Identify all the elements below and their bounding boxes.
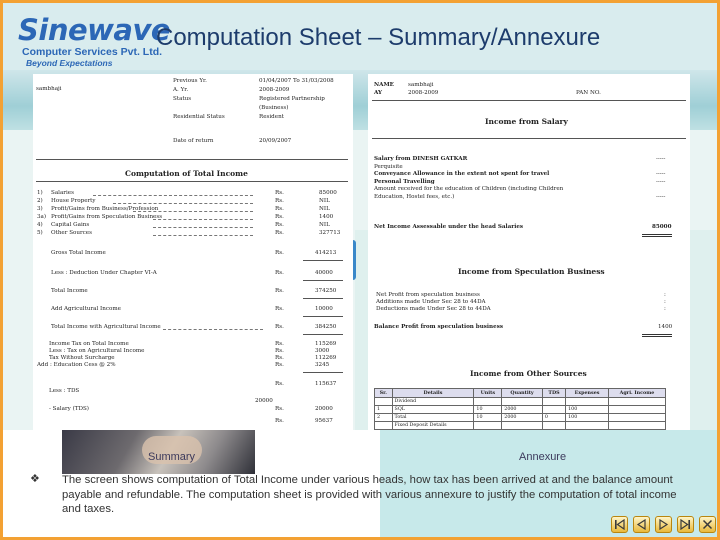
total-currency: Rs. — [275, 270, 284, 276]
table-cell — [375, 422, 393, 430]
table-cell: Fixed Deposit Details — [392, 422, 474, 430]
total-currency: Rs. — [275, 250, 284, 256]
table-cell — [542, 406, 565, 414]
income-row-amount: NIL — [319, 222, 330, 228]
tax-currency: Rs. — [275, 406, 284, 412]
salary-row-amount: ----- — [656, 156, 666, 162]
logo-name: Sinewave — [18, 13, 171, 47]
table-cell — [608, 398, 665, 406]
income-row-amount: 85000 — [319, 190, 337, 196]
tax-currency: Rs. — [275, 341, 284, 347]
income-row-label: Profit/Gains from Business/Profession — [51, 206, 159, 212]
tax-currency: Rs. — [275, 348, 284, 354]
tax-amount: 20000 — [315, 406, 333, 412]
header-value: (Business) — [259, 105, 289, 111]
first-slide-icon — [614, 519, 625, 530]
table-cell: 1 — [375, 406, 393, 414]
salary-row-label: Conveyance Allowance in the extent not spent for travel — [374, 171, 550, 177]
other-sources-table — [374, 388, 666, 430]
tax-amount: 3245 — [315, 362, 330, 368]
slide-description: The screen shows computation of Total Income under various heads, how tax has been arrived at and the balance amount payable and refundable. The computation sheet is provided with various annexure to justify the computation of total income and taxes. — [62, 474, 677, 515]
income-row-no: 5) — [37, 230, 43, 236]
tax-currency: Rs. — [275, 418, 284, 424]
tax-label: Less : Tax on Agricultural Income — [49, 348, 145, 354]
table-cell — [502, 398, 543, 406]
header-label: Residential Status — [173, 114, 225, 120]
table-row — [375, 422, 666, 430]
income-row-no: 4) — [37, 222, 43, 228]
annexure-caption: Annexure — [519, 451, 567, 463]
other-heading: Income from Other Sources — [470, 369, 587, 378]
total-label: Total Income — [51, 288, 88, 294]
income-row-no: 3) — [37, 206, 43, 212]
tax-label: Income Tax on Total Income — [49, 341, 129, 347]
computation-heading: Computation of Total Income — [125, 169, 248, 178]
tax-label: Less : TDS — [49, 388, 80, 394]
close-button[interactable] — [699, 516, 716, 533]
income-row-no: 3a) — [37, 214, 47, 220]
header-label: Previous Yr. — [173, 78, 207, 84]
name-label: NAME — [374, 82, 394, 88]
total-rule — [303, 280, 343, 281]
table-cell — [566, 398, 609, 406]
tax-amount: 95637 — [315, 418, 333, 424]
income-row-label: Other Sources — [51, 230, 92, 236]
table-cell — [542, 422, 565, 430]
salary-row-label: Personal Travelling — [374, 178, 435, 185]
tax-label: Tax Without Surcharge — [49, 355, 115, 361]
tax-amount: 115637 — [315, 381, 337, 387]
table-cell — [474, 398, 502, 406]
spec-heading: Income from Speculation Business — [458, 267, 605, 276]
table-header-cell: Sr. — [375, 389, 393, 398]
tax-currency: Rs. — [275, 355, 284, 361]
slide-title: Computation Sheet – Summary/Annexure — [156, 24, 601, 51]
spec-row-amount: : — [664, 306, 666, 312]
previous-slide-button[interactable] — [633, 516, 650, 533]
table-cell — [502, 422, 543, 430]
table-header-cell: TDS — [542, 389, 565, 398]
total-amount: 374250 — [315, 288, 337, 294]
income-row-no: 2) — [37, 198, 43, 204]
header-value: 01/04/2007 To 31/03/2008 — [259, 78, 334, 84]
last-slide-button[interactable] — [677, 516, 694, 533]
spec-row-label: Deductions made Under Sec 28 to 44DA — [376, 306, 491, 312]
leader-line — [133, 211, 253, 212]
salary-row-label: Perquisite — [374, 163, 403, 170]
header-value: 20/09/2007 — [259, 138, 292, 144]
table-cell: 10 — [474, 406, 502, 414]
table-cell: Total — [392, 414, 474, 422]
header-label: A. Yr. — [173, 87, 189, 93]
table-cell: Dividend — [392, 398, 474, 406]
table-cell: 2000 — [502, 406, 543, 414]
table-cell: 100 — [566, 414, 609, 422]
spec-row-label: Additions made Under Sec 28 to 44DA — [376, 299, 486, 305]
leader-line — [113, 203, 253, 204]
summary-document — [33, 74, 353, 430]
salary-row-label: Salary from DINESH GATKAR — [374, 156, 468, 162]
income-row-amount: NIL — [319, 206, 330, 212]
table-cell: 0 — [542, 414, 565, 422]
salary-total-label: Net Income Assessable under the head Salaries — [374, 224, 524, 230]
table-cell: 2 — [375, 414, 393, 422]
leader-line — [163, 329, 263, 330]
tax-amount: 3000 — [315, 348, 330, 354]
tax-rule — [303, 372, 343, 373]
salary-row-label: Amount received for the education of Children (including Children — [374, 186, 564, 192]
salary-row-amount: ----- — [656, 178, 666, 185]
name-value: sambhaji — [408, 82, 434, 88]
total-currency: Rs. — [275, 288, 284, 294]
total-amount: 384250 — [315, 324, 337, 330]
total-label: Total Income with Agricultural Income — [51, 324, 161, 330]
leader-line — [153, 219, 253, 220]
salary-row-amount: ----- — [656, 193, 666, 200]
income-row-currency: Rs. — [275, 206, 284, 212]
tax-amount: 112269 — [315, 355, 337, 361]
income-row-amount: NIL — [319, 198, 330, 204]
table-cell: 10 — [474, 414, 502, 422]
table-row — [375, 406, 666, 414]
logo-tagline: Beyond Expectations — [26, 58, 113, 68]
company-logo — [18, 14, 178, 76]
table-cell — [474, 422, 502, 430]
table-cell: 2000 — [502, 414, 543, 422]
play-icon — [658, 519, 669, 530]
table-body — [375, 398, 666, 430]
tax-currency: Rs. — [275, 362, 284, 368]
header-label: Date of return — [173, 138, 214, 144]
bullet-icon: ❖ — [30, 472, 40, 485]
header-value: 2008-2009 — [259, 87, 290, 93]
table-cell — [608, 414, 665, 422]
total-label: Less : Deduction Under Chapter VI-A — [51, 270, 157, 276]
table-header-cell: Expenses — [566, 389, 609, 398]
total-rule — [303, 260, 343, 261]
income-row-currency: Rs. — [275, 214, 284, 220]
total-label: Add Agricultural Income — [51, 306, 121, 312]
table-cell — [608, 422, 665, 430]
income-row-label: Capital Gains — [51, 222, 90, 228]
income-row-label: Profit/Gains from Speculation Business — [51, 214, 163, 220]
total-amount: 414213 — [315, 250, 337, 256]
total-rule — [303, 316, 343, 317]
summary-caption: Summary — [148, 451, 196, 463]
income-row-label: Salaries — [51, 190, 74, 196]
spec-row-amount: : — [664, 299, 666, 305]
ay-label: AY — [374, 90, 383, 96]
leader-line — [153, 235, 253, 236]
table-header-cell: Units — [474, 389, 502, 398]
close-icon — [702, 519, 713, 530]
salary-row-amount: ----- — [656, 171, 666, 177]
tax-amount: 115269 — [315, 341, 337, 347]
play-button[interactable] — [655, 516, 672, 533]
header-label: Status — [173, 96, 192, 102]
total-currency: Rs. — [275, 306, 284, 312]
spec-total: 1400 — [658, 324, 673, 330]
table-cell — [375, 398, 393, 406]
ay-value: 2008-2009 — [408, 90, 439, 96]
income-row-amount: 327713 — [319, 230, 341, 236]
table-row — [375, 414, 666, 422]
last-slide-icon — [680, 519, 691, 530]
salary-row-label: Education, Hostel fees, etc.) — [374, 193, 455, 200]
leader-line — [93, 195, 253, 196]
table-cell: SQL — [392, 406, 474, 414]
total-currency: Rs. — [275, 324, 284, 330]
leader-line — [153, 227, 253, 228]
table-header-cell: Agri. Income — [608, 389, 665, 398]
total-amount: 10000 — [315, 306, 333, 312]
total-label: Gross Total Income — [51, 250, 106, 256]
table-cell — [608, 406, 665, 414]
tax-label: Add : Education Cess @ 2% — [37, 362, 116, 368]
table-header-cell: Details — [392, 389, 474, 398]
income-row-amount: 1400 — [319, 214, 334, 220]
annexure-document — [368, 74, 690, 430]
spec-row-label: Net Profit from speculation business — [376, 292, 480, 298]
tax-label: - Salary (TDS) — [49, 406, 89, 412]
total-rule — [303, 298, 343, 299]
table-header-row — [375, 389, 666, 398]
income-row-label: House Property — [51, 198, 96, 204]
logo-company: Computer Services Pvt. Ltd. — [22, 46, 163, 58]
total-rule — [303, 334, 343, 335]
table-cell: 100 — [566, 406, 609, 414]
header-value: Resident — [259, 114, 284, 120]
spec-row-amount: : — [664, 292, 666, 298]
table-row — [375, 398, 666, 406]
previous-slide-icon — [636, 519, 647, 530]
total-amount: 40000 — [315, 270, 333, 276]
pan-label: PAN NO. — [576, 90, 601, 96]
spec-total-label: Balance Profit from speculation business — [374, 324, 503, 330]
tax-currency: Rs. — [275, 381, 284, 387]
income-row-currency: Rs. — [275, 198, 284, 204]
income-row-no: 1) — [37, 190, 43, 196]
table-cell — [542, 398, 565, 406]
salary-heading: Income from Salary — [485, 117, 568, 126]
income-row-currency: Rs. — [275, 222, 284, 228]
first-slide-button[interactable] — [611, 516, 628, 533]
table-header-cell: Quantity — [502, 389, 543, 398]
income-row-currency: Rs. — [275, 230, 284, 236]
doc-name: sambhaji — [36, 86, 62, 92]
salary-total: 85000 — [652, 224, 672, 230]
table-cell — [566, 422, 609, 430]
income-row-currency: Rs. — [275, 190, 284, 196]
tds-sub-amount: 20000 — [255, 398, 273, 404]
header-value: Registered Partnership — [259, 96, 325, 102]
